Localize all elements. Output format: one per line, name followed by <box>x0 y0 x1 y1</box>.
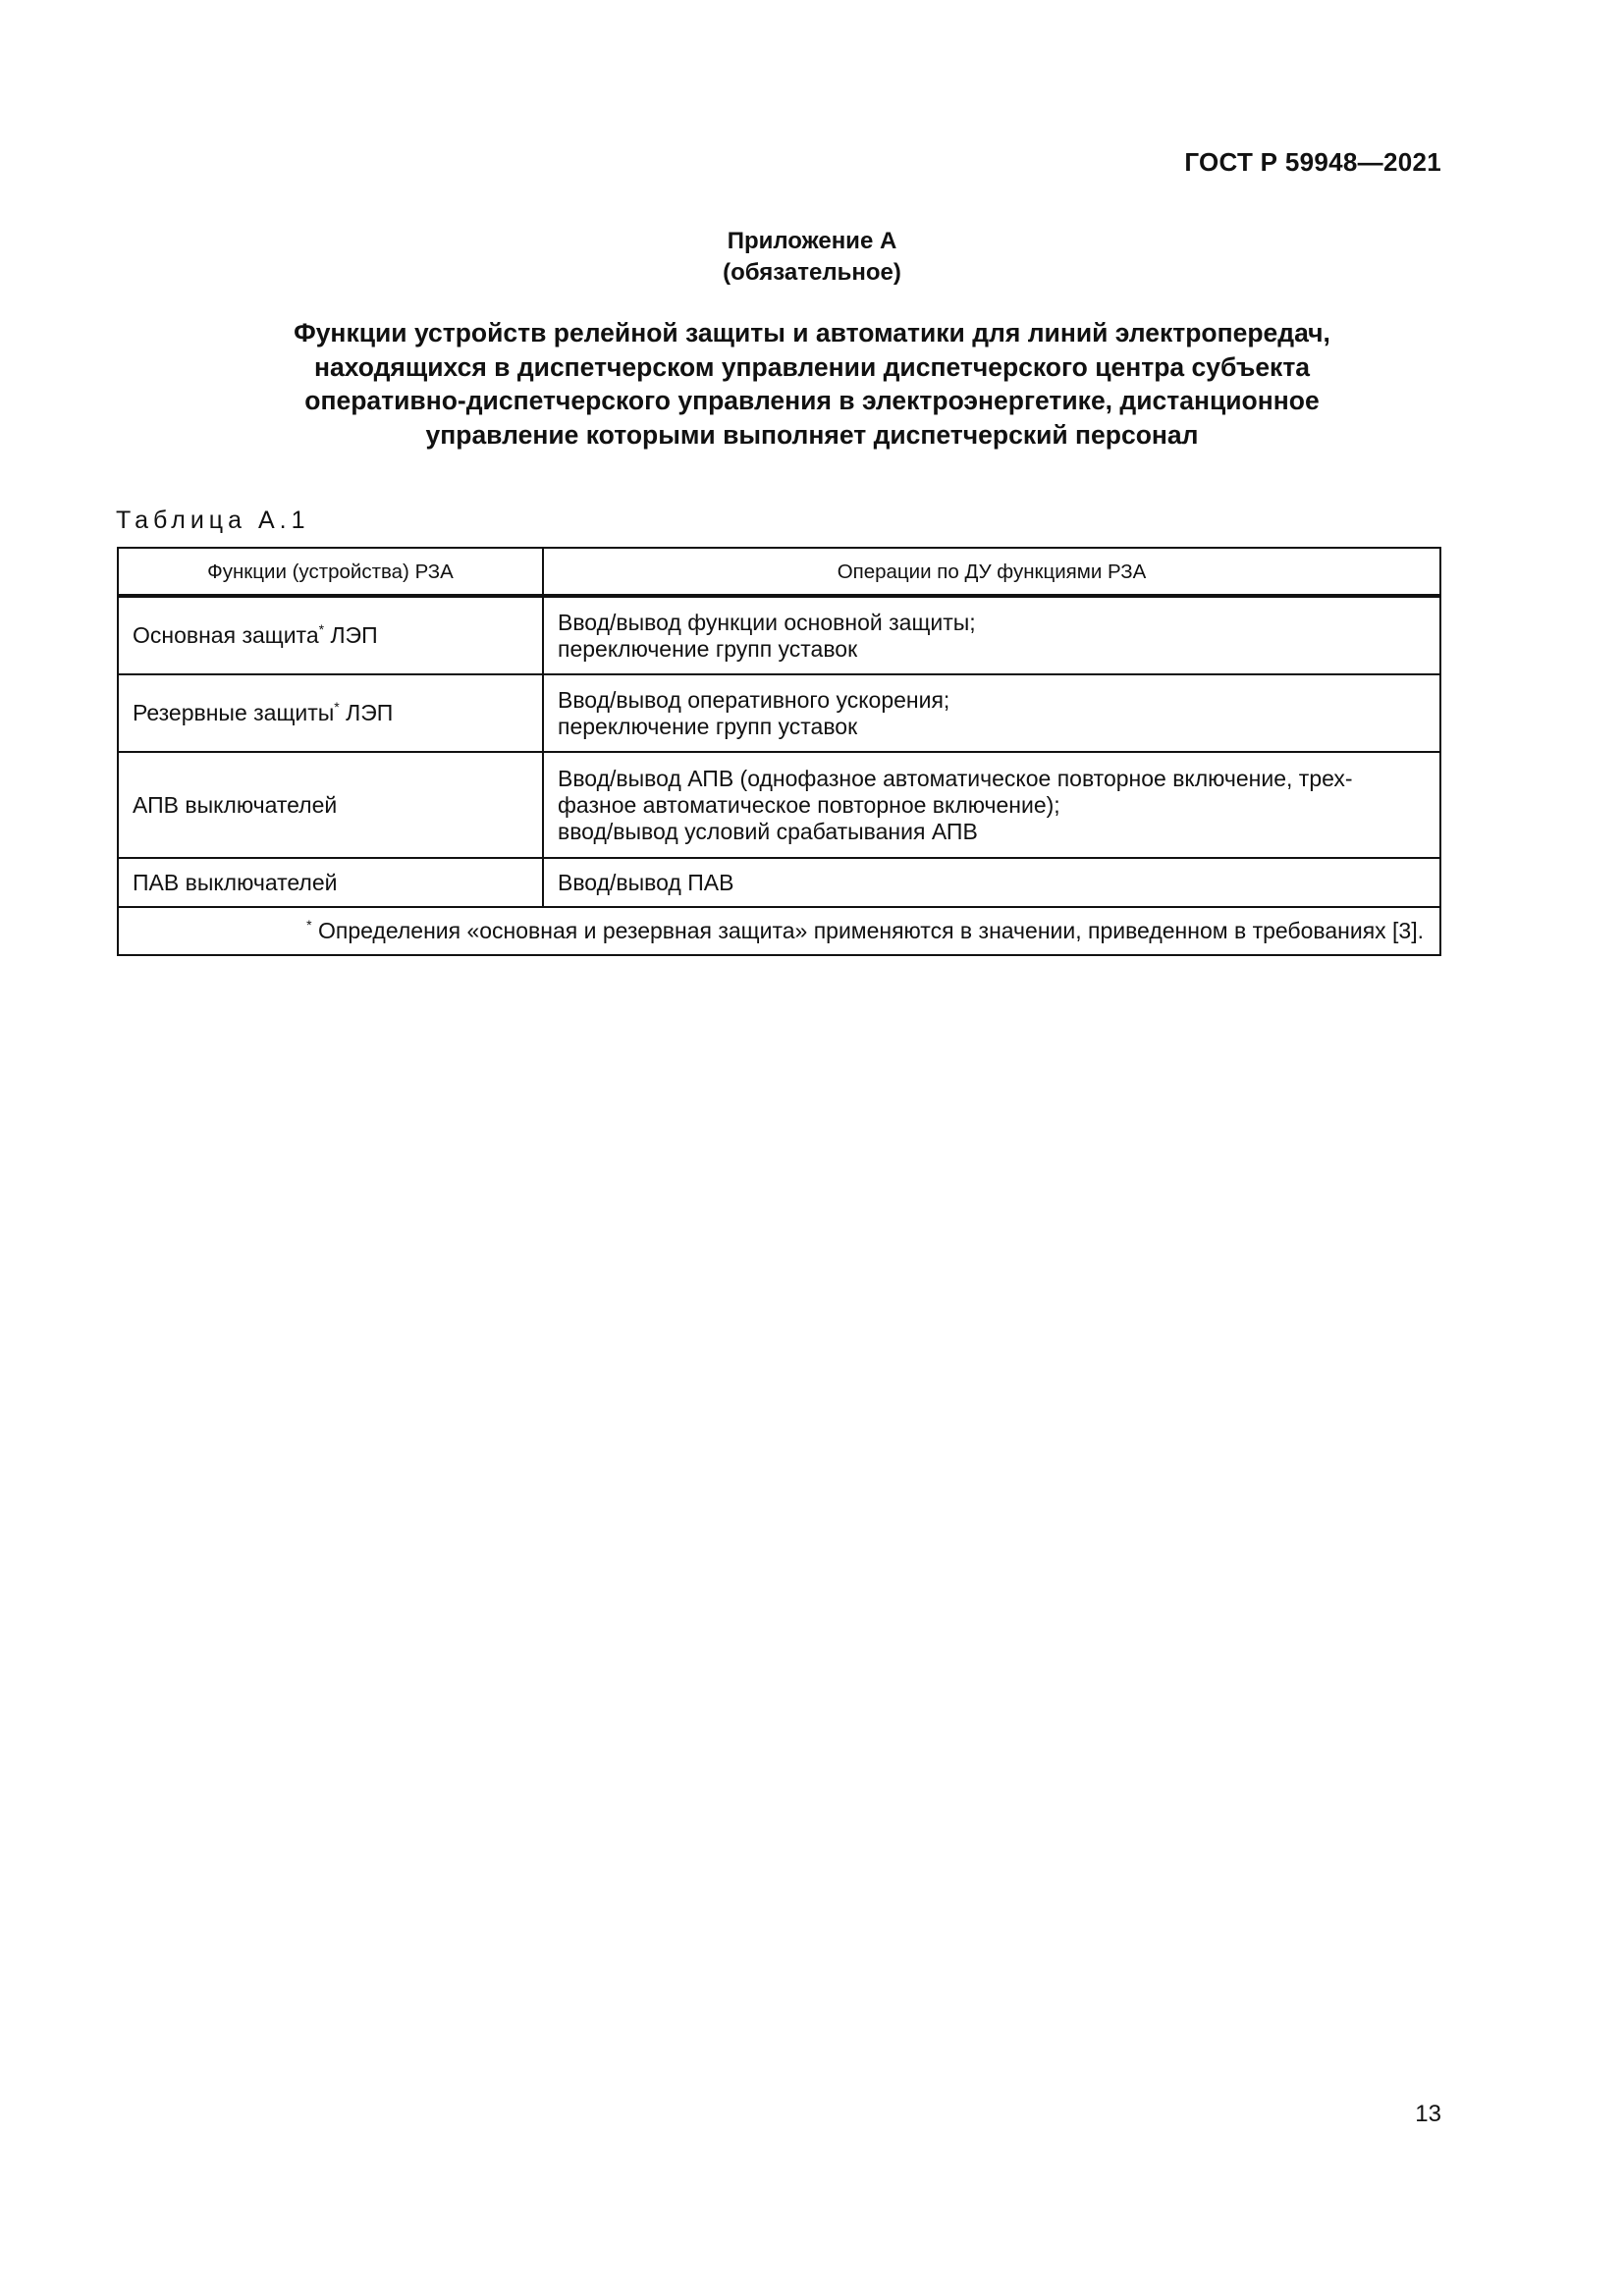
appendix-heading <box>0 226 1624 289</box>
page-number: 13 <box>1415 2101 1441 2127</box>
footnote-mark: * <box>306 917 312 933</box>
function-name: Резервные защиты <box>133 700 335 725</box>
functions-table <box>117 547 1441 956</box>
function-name: ПАВ выключателей <box>133 869 338 895</box>
operations-cell <box>543 752 1440 858</box>
operation-line: Ввод/вывод АПВ (однофазное автоматическое повторное включение, трех- <box>558 765 1353 791</box>
operations-cell <box>543 674 1440 752</box>
appendix-main-title <box>157 316 1467 452</box>
function-suffix: ЛЭП <box>324 622 378 648</box>
footnote-text: Определения «основная и резервная защита» применяются в значении, приведенном в требованиях [3]. <box>311 918 1424 943</box>
table-row <box>118 858 1440 907</box>
title-line: Функции устройств релейной защиты и автоматики для линий электропередач, <box>294 318 1330 347</box>
function-cell <box>118 674 543 752</box>
title-line: оперативно-диспетчерского управления в электроэнергетике, дистанционное <box>304 386 1320 415</box>
table-row <box>118 752 1440 858</box>
operations-cell <box>543 596 1440 674</box>
operation-line: Ввод/вывод функции основной защиты; <box>558 609 976 635</box>
table-row <box>118 674 1440 752</box>
operation-line: Ввод/вывод ПАВ <box>558 869 734 895</box>
table-row <box>118 596 1440 674</box>
table-label: Таблица А.1 <box>116 507 310 534</box>
function-name: АПВ выключателей <box>133 791 338 818</box>
appendix-subtitle: (обязательное) <box>723 259 901 286</box>
function-cell <box>118 752 543 858</box>
operation-line: Ввод/вывод оперативного ускорения; <box>558 686 950 713</box>
table-footnote-row <box>118 907 1440 955</box>
operations-cell <box>543 858 1440 907</box>
operation-line: фазное автоматическое повторное включение); <box>558 791 1060 818</box>
operation-line: переключение групп уставок <box>558 713 858 739</box>
operation-line: ввод/вывод условий срабатывания АПВ <box>558 818 978 844</box>
standard-code: ГОСТ Р 59948—2021 <box>1184 147 1441 177</box>
title-line: находящихся в диспетчерском управлении диспетчерского центра субъекта <box>313 351 1311 382</box>
appendix-title: Приложение А <box>727 228 897 254</box>
function-name: Основная защита <box>133 622 319 648</box>
footnote-mark: * <box>318 621 325 637</box>
function-suffix: ЛЭП <box>339 700 394 725</box>
function-cell <box>118 596 543 674</box>
table-header-row <box>118 548 1440 596</box>
footnote-mark: * <box>334 699 340 715</box>
column-header-operations: Операции по ДУ функциями РЗА <box>543 548 1440 596</box>
column-header-functions: Функции (устройства) РЗА <box>118 548 543 596</box>
operation-line: переключение групп уставок <box>558 635 858 662</box>
table-footnote <box>118 907 1440 955</box>
title-line: управление которыми выполняет диспетчерский персонал <box>425 419 1199 450</box>
function-cell <box>118 858 543 907</box>
